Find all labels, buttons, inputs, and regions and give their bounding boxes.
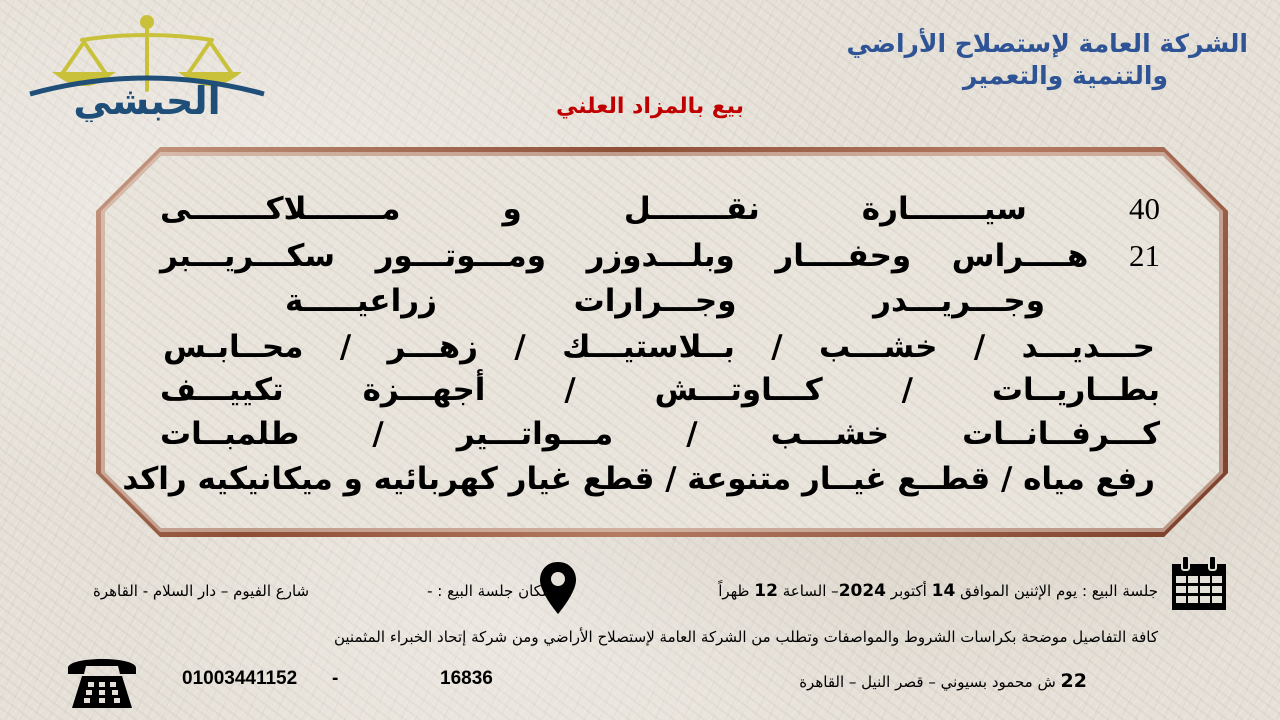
telephone-icon xyxy=(64,650,140,712)
item-graders-tractors: وجـــريـــدر وجـــرارات زراعيـــــة xyxy=(285,283,1045,319)
phone-mobile-number: 01003441152 xyxy=(182,668,298,689)
session-time-suffix: ظهراً xyxy=(718,582,750,600)
logo-text: الحبشي xyxy=(73,79,221,122)
phone-separator: - xyxy=(332,668,339,689)
address xyxy=(799,670,1087,693)
session-info xyxy=(718,580,1158,602)
location-value: شارع الفيوم – دار السلام - القاهرة xyxy=(93,582,310,600)
session-month: أكتوبر xyxy=(890,582,927,600)
auction-title: بيع بالمزاد العلني xyxy=(555,94,745,119)
phone-short-number: 16836 xyxy=(440,668,493,689)
calendar-icon xyxy=(1170,556,1228,612)
company-name-line1: الشركة العامة لإستصلاح الأراضي xyxy=(846,29,1248,58)
item-machinery xyxy=(160,233,1160,279)
item-batteries: بطــاريــات / كـــاوتـــش / أجهـــزة تكييـــف xyxy=(160,372,1160,408)
session-time-prefix: – الساعة xyxy=(782,582,839,600)
session-hour: 12 xyxy=(754,581,778,601)
address-text: ش محمود بسيوني – قصر النيل – القاهرة xyxy=(799,673,1056,691)
session-year: 2024 xyxy=(838,581,887,601)
session-prefix: جلسة البيع : يوم الإثنين الموافق xyxy=(960,582,1158,600)
item-text: سيـــــــارة نقـــــــل و مـــــــلاكـــــــى xyxy=(160,191,1027,227)
item-number: 21 xyxy=(1129,238,1161,273)
company-name xyxy=(788,28,1248,92)
session-day: 14 xyxy=(931,581,956,601)
details-text: كافة التفاصيل موضحة بكراسات الشروط والمواصفات وتطلب من الشركة العامة لإستصلاح الأراضي ومن شركة إتحاد الخبراء المثمنين xyxy=(333,628,1158,646)
item-materials: حـــديـــد / خشـــب / بــلاستيـــك / زهـــر / محــابـس xyxy=(163,329,1155,365)
location-label: مكان جلسة البيع : - xyxy=(427,582,550,600)
company-logo xyxy=(22,12,272,122)
company-name-line2: والتنمية والتعمير xyxy=(962,61,1168,90)
item-number: 40 xyxy=(1129,191,1160,226)
item-spare-parts: رفع مياه / قطــع غيــار متنوعة / قطع غيار كهربائيه و ميكانيكيه راكد xyxy=(122,461,1155,497)
item-text: هــــراس وحفــــار وبلـــدوزر ومـــوتـــور سكـــريـــبر xyxy=(160,238,1089,274)
item-caravans: كـــرفــانــات خشـــب / مـــواتـــير / طلمبــات xyxy=(160,416,1160,452)
item-cars xyxy=(160,186,1160,232)
address-number: 22 xyxy=(1060,670,1087,692)
